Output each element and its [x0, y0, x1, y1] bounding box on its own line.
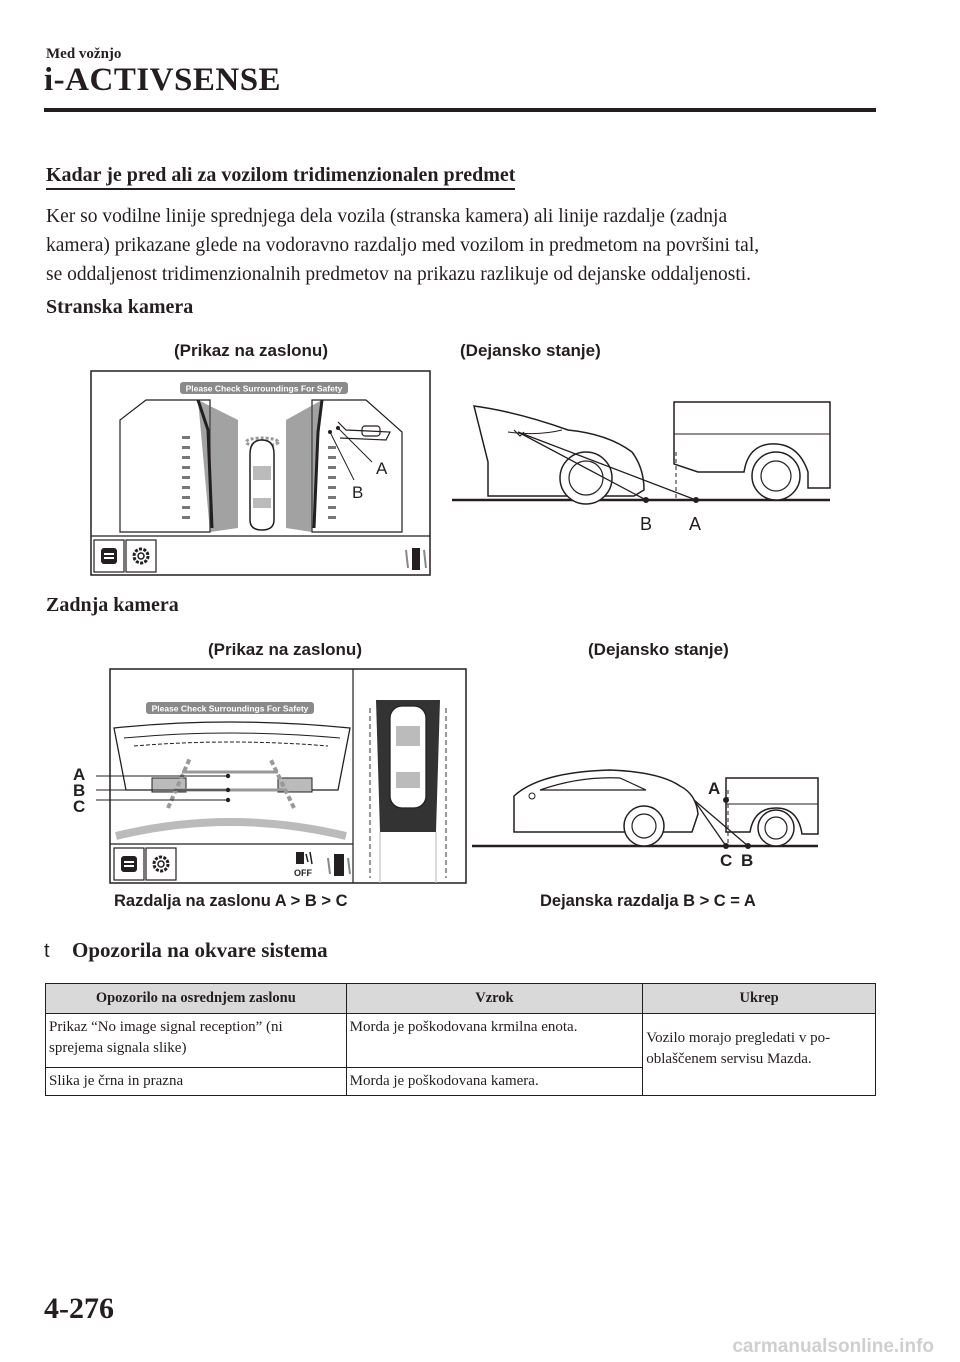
cause-cell: Morda je poškodovana kamera.: [346, 1068, 643, 1096]
chapter-title: i-ACTIVSENSE: [44, 62, 282, 98]
intro-line: kamera) prikazane glede na vodoravno razdaljo med vozilom in predmetom na površini tal,: [46, 235, 760, 256]
side-actual-label: (Dejansko stanje): [460, 341, 601, 360]
table-row: [46, 1014, 876, 1068]
side-screen-banner: Please Check Surroundings For Safety: [185, 383, 343, 394]
rear-screen-marker-b: B: [73, 781, 86, 800]
intro-line: se oddaljenost tridimenzionalnih predmetov na prikazu razlikuje od dejanske oddaljenosti.: [46, 264, 752, 285]
column-header: Ukrep: [643, 984, 876, 1014]
rear-screen-caption: Razdalja na zaslonu A > B > C: [114, 892, 348, 910]
rear-actual-marker-c: C: [720, 851, 733, 870]
column-header: Opozorilo na osrednjem zaslonu: [46, 984, 347, 1014]
side-camera-screen-figure: [90, 370, 432, 578]
column-header: Vzrok: [346, 984, 643, 1014]
side-actual-marker-b: B: [640, 514, 653, 534]
table-header-row: [46, 984, 876, 1014]
warning-cell: Prikaz “No image signal reception” (ni sprejema signala slike): [46, 1014, 347, 1068]
side-camera-heading: Stranska kamera: [46, 296, 194, 318]
rear-camera-heading: Zadnja kamera: [46, 594, 179, 616]
cause-cell: Morda je poškodovana krmilna enota.: [346, 1014, 643, 1068]
intro-paragraph: [46, 202, 876, 289]
rear-actual-marker-b: B: [741, 851, 754, 870]
system-warnings-table: [45, 983, 876, 1096]
rear-screen-marker-a: A: [73, 765, 86, 784]
camera-switch-icon: [121, 856, 137, 872]
camera-switch-icon: [101, 548, 117, 564]
side-actual-marker-a: A: [689, 514, 702, 534]
watermark: carmanualsonline.info: [732, 1336, 934, 1357]
intro-subheading: Kadar je pred ali za vozilom tridimenzionalen predmet: [46, 164, 515, 190]
rear-screen-label: (Prikaz na zaslonu): [208, 640, 362, 659]
warning-cell: Slika je črna in prazna: [46, 1068, 347, 1096]
side-camera-actual-figure: [448, 372, 834, 534]
rear-screen-marker-c: C: [73, 797, 86, 816]
rear-screen-banner: Please Check Surroundings For Safety: [151, 703, 309, 714]
section-kicker: Med vožnjo: [46, 46, 122, 62]
page-number: 4-276: [44, 1292, 114, 1325]
rear-actual-label: (Dejansko stanje): [588, 640, 729, 659]
off-label: OFF: [294, 868, 312, 878]
warnings-heading: Opozorila na okvare sistema: [72, 938, 328, 962]
side-screen-label: (Prikaz na zaslonu): [174, 341, 328, 360]
side-screen-marker-a: A: [376, 459, 388, 478]
action-cell: Vozilo morajo pregledati v po- oblaščenem servisu Mazda.: [643, 1014, 876, 1096]
intro-line: Ker so vodilne linije sprednjega dela vozila (stranska kamera) ali linije razdalje (zadnja: [46, 206, 728, 227]
header-rule: [44, 108, 876, 112]
rear-actual-marker-a: A: [708, 779, 721, 798]
rear-actual-caption: Dejanska razdalja B > C = A: [540, 892, 756, 910]
rear-camera-screen-figure: [70, 668, 468, 886]
side-screen-marker-b: B: [352, 483, 364, 502]
rear-camera-actual-figure: [470, 760, 822, 872]
section-bullet: t: [44, 940, 50, 962]
